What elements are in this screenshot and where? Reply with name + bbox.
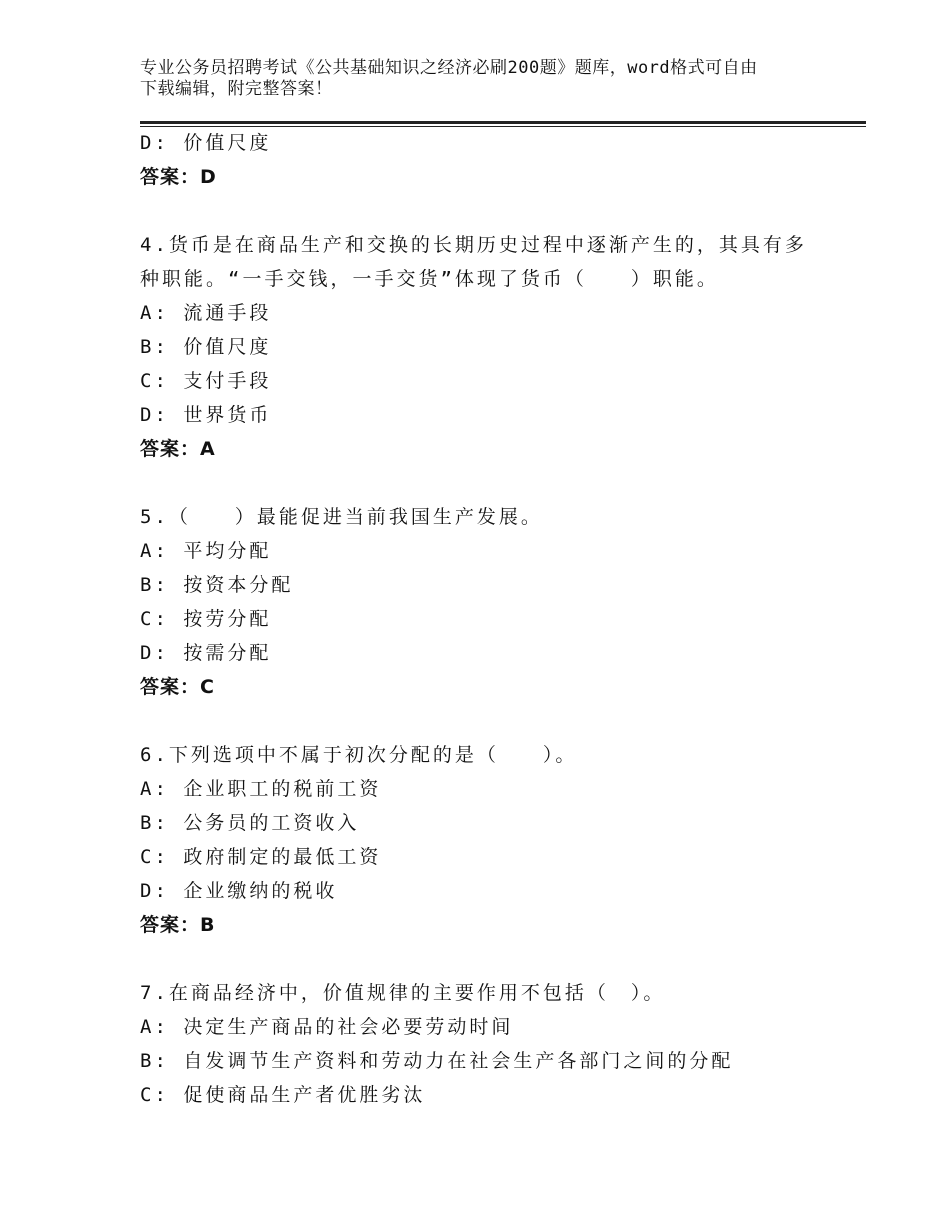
- question-7: [140, 976, 860, 1112]
- option-c: C: 按劳分配: [140, 608, 272, 630]
- option-c: C: 支付手段: [140, 370, 272, 392]
- answer: 答案：B: [140, 914, 216, 936]
- option-a: A: 决定生产商品的社会必要劳动时间: [140, 1016, 514, 1038]
- spacer: [140, 194, 860, 228]
- header-rule-thick: [140, 121, 866, 124]
- question-stem-line: 7.在商品经济中，价值规律的主要作用不包括（ ）。: [140, 982, 666, 1004]
- question-stem-line: 5.（ ）最能促进当前我国生产发展。: [140, 506, 543, 528]
- answer: 答案：A: [140, 438, 216, 460]
- question-stem-line: 6.下列选项中不属于初次分配的是（ ）。: [140, 744, 578, 766]
- prev-answer: 答案：D: [140, 166, 217, 188]
- option-d: D: 世界货币: [140, 404, 272, 426]
- option-b: B: 公务员的工资收入: [140, 812, 360, 834]
- question-stem-line: 4.货币是在商品生产和交换的长期历史过程中逐渐产生的，其具有多: [140, 234, 807, 256]
- option-c: C: 政府制定的最低工资: [140, 846, 382, 868]
- option-b: B: 自发调节生产资料和劳动力在社会生产各部门之间的分配: [140, 1050, 734, 1072]
- option-a: A: 企业职工的税前工资: [140, 778, 382, 800]
- question-5: [140, 500, 860, 704]
- option-a: A: 平均分配: [140, 540, 272, 562]
- question-6: [140, 738, 860, 942]
- page-header: [140, 58, 840, 100]
- option-b: B: 价值尺度: [140, 336, 272, 358]
- option-c: C: 促使商品生产者优胜劣汰: [140, 1084, 426, 1106]
- prev-option-d: D: 价值尺度: [140, 132, 272, 154]
- header-line-2: 下载编辑，附完整答案！: [140, 79, 333, 99]
- header-line-1: 专业公务员招聘考试《公共基础知识之经济必刷200题》题库，word格式可自由: [140, 58, 758, 78]
- question-stem-line: 种职能。“一手交钱，一手交货”体现了货币（ ）职能。: [140, 268, 719, 290]
- spacer: [140, 704, 860, 738]
- document-body: [140, 126, 860, 1112]
- answer: 答案：C: [140, 676, 215, 698]
- spacer: [140, 942, 860, 976]
- option-a: A: 流通手段: [140, 302, 272, 324]
- option-d: D: 按需分配: [140, 642, 272, 664]
- spacer: [140, 466, 860, 500]
- option-d: D: 企业缴纳的税收: [140, 880, 338, 902]
- option-b: B: 按资本分配: [140, 574, 294, 596]
- question-4: [140, 228, 860, 466]
